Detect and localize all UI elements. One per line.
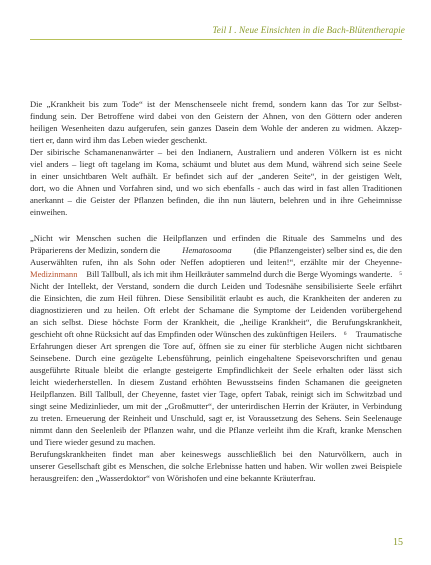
page-number: 15 [393,537,403,548]
plant-spirits-term: Hematosooma [182,245,232,255]
highlighted-term-medizinmann: Medizinmann [30,269,78,279]
text-line: ausgeführte Rituale bleibt die erlangte gesteigerte Empfindlichkeit der Seele erhalten oder lässt sich [30,365,402,375]
text-line: anerkannt – die Geister der Pflanzen befinden, die ihn nun läutern, belehren und in ihre Geheimnisse [30,195,402,205]
text-line: tiert er, dann wird ihm das Leben wieder geschenkt. [30,135,208,145]
paragraph [30,448,402,484]
text-line: dort, wo die Ahnen und Vorfahren sind, und wo sich ebenfalls - auch das wird in fast allen Traditionen [30,183,402,193]
text-line: zu treten. Erneuerung der Reinheit und Unschuld, sagt er, ist Voraussetzung des Sehens. Sein Seelenauge [30,413,402,423]
page-header [0,0,431,40]
text-line: Heilpflanzen. Bill Tallbull, der Cheyenne, fastet vier Tage, opfert Tabak, reinigt sich im Schwitzbad und [30,389,402,399]
text-line: Berufungskrankheiten findet man aber keineswegs ausschließlich bei den Naturvölkern, auch in [30,449,402,459]
text-line: Nicht der Intellekt, der Verstand, sondern die durch Leiden und Todesnähe sensibilisierte Seele erfährt [30,281,402,291]
header-rule [30,39,402,40]
text-run: geschieht oft ohne Rücksicht auf das Empfinden oder Wünschen des zukünftigen Heilers. [30,329,337,339]
body-text [30,98,402,484]
text-line: Auserwählten rufen, ihn als Sohn oder Neffen adoptieren und leiten!“, erzählte mir der Cheyenne- [30,257,402,267]
text-line [30,328,402,340]
text-line: findung sein. Der Betroffene wird dabei von den Geistern der Ahnen, von den Göttern oder anderen [30,111,402,121]
text-line: diagnostizieren und zu heilen. Oft erlebt der Schamane die Symptome der Leidenden vorübergehend [30,305,402,315]
text-line: Die „Krankheit bis zum Tode“ ist der Menschenseele nicht fremd, sondern kann das Tor zur Selbst- [30,99,402,109]
text-line: einweihen. [30,207,68,217]
text-line: an sich selbst. Diese höchste Form der Krankheit, die „heilige Krankheit“, die Berufungskrankheit, [30,317,402,327]
text-line [30,268,402,280]
paragraph [30,146,402,218]
text-line: und Tiere wieder gesund zu machen. [30,437,156,447]
text-line: die Einsichten, die zum Heil führen. Diese Sensibilität erlaubt es auch, die Krankheiten der anderen zu [30,293,402,303]
text-line: heiligen Wesenheiten dazu aufgerufen, sein ganzes Dasein dem Wohle der anderen zu widmen. Akzep- [30,123,402,133]
footnote-marker: 6 [343,331,347,337]
text-line: „Nicht wir Menschen suchen die Heilpflanzen und erfinden die Rituale des Sammelns und des [30,233,402,243]
paragraph [30,232,402,448]
text-run: Bill Tallbull, als ich mit ihm Heilkräuter sammelnd durch die Berge Wyomings wanderte. [84,269,393,279]
text-line: Der sibirische Schamanenanwärter – bei den Indianern, Australiern und anderen Völkern ist es nicht [30,147,402,157]
text-line: in einer unsichtbaren Welt aufhält. Er befindet sich auf der „anderen Seite“, in der geistigen Welt, [30,171,402,181]
footnote-marker: 5 [399,271,402,277]
running-header-title: Teil I . Neue Einsichten in die Bach-Blütentherapie [212,25,405,35]
paragraph-gap [30,218,402,232]
text-line: viel anders – liegt oft tagelang im Koma, schäumt und blutet aus dem Mund, während sich seine Seele [30,159,402,169]
text-line: Seinsebene. Durch eine gezügelte Lebensführung, peinlich eingehaltene Speisevorschriften und genau [30,353,402,363]
text-run: Traumatische [353,329,402,339]
text-run: Präparierens der Medizin, sondern die [30,245,163,255]
text-line: leicht wiederherstellen. In diesem Zustand erhöhten Bewusstseins finden Schamanen die geeigneten [30,377,402,387]
text-line: unserer Gesellschaft gibt es Menschen, die solche Erlebnisse hatten und haben. Wir wollen zwei Beispiele [30,461,402,471]
text-line: singt seine Medizinlieder, um mit der „Großmutter“, der unterirdischen Herrin der Kräuter, in Verbindung [30,401,402,411]
paragraph [30,98,402,146]
text-line [30,244,402,256]
text-line: herausgreifen: den „Wasserdoktor“ von Wörishofen und eine bekannte Kräuterfrau. [30,473,316,483]
text-line: Erfahrungen dieser Art sprengen die Tore auf, öffnen sie zu einer für sterbliche Augen nicht sichtbaren [30,341,402,351]
text-line: nimmt dann den Seelenleib der Pflanzen wahr, und die Pflanze verleiht ihm die Kraft, kranke Menschen [30,425,402,435]
text-run: (die Pflanzengeister) selber sind es, die den [251,245,402,255]
